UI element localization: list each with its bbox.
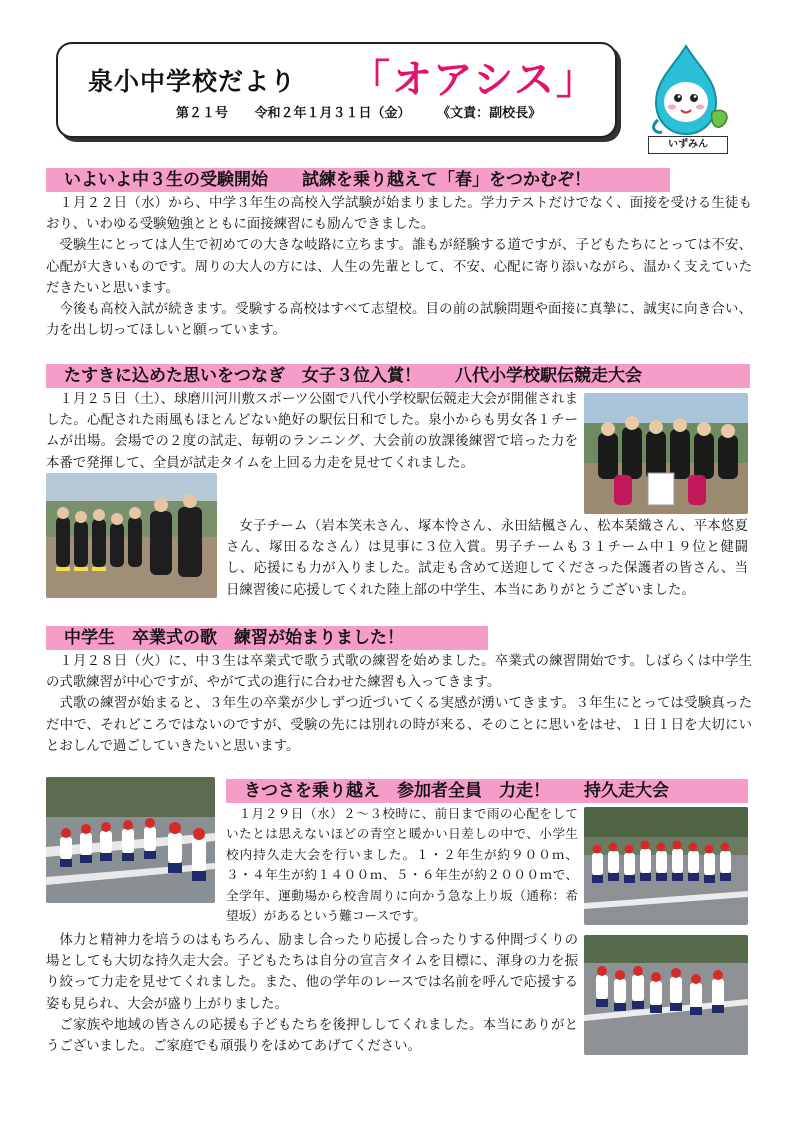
masthead [56, 42, 617, 138]
mascot-name: いずみん [648, 136, 728, 154]
responsibility: 《文責：副校長》 [437, 106, 542, 121]
paragraph: 体力と精神力を培うのはもちろん、励まし合ったり応援し合ったりする仲間づくりの場としても大切な持久走大会。子どもたちは自分の宣言タイムを目標に、渾身の力を振り絞って力走を見せてくれました。また、他の学年のレースでは名前を呼んで応援する姿も見られ、大会が盛り上がりました。 [46, 933, 578, 1012]
section-body-endurance-run-part2 [46, 930, 578, 1057]
section-body-endurance-run-part1 [226, 804, 578, 926]
ekiden-team-photo [584, 393, 748, 514]
section-body-ekiden-part1 [46, 389, 578, 474]
heading-main: 中学生 卒業式の歌 練習が始まりました！ [64, 628, 404, 648]
section-body-exams [46, 193, 752, 341]
paragraph: ご家族や地域の皆さんの応援も子どもたちを後押ししてくれました。本当にありがとうございました。ご家庭でも頑張りをほめてあげてください。 [46, 1017, 578, 1055]
endurance-run-photo-right-bottom [584, 935, 748, 1055]
section-body-ekiden-part2 [226, 516, 748, 601]
ekiden-group-photo [46, 473, 217, 598]
heading-sub: 試練を乗り越えて「春」をつかむぞ！ [302, 170, 591, 190]
heading-main: いよいよ中３生の受験開始 [64, 170, 268, 190]
endurance-run-photo-left [46, 777, 215, 903]
heading-main: きつさを乗り越え 参加者全員 力走！ [244, 781, 550, 801]
heading-sub: 八代小学校駅伝競走大会 [455, 366, 642, 386]
section-heading-exams [46, 168, 670, 192]
section-heading-endurance-run [226, 779, 748, 803]
issue-info [176, 102, 563, 121]
issue-date: 令和２年１月３１日（金） [254, 106, 411, 121]
section-body-graduation-song [46, 651, 752, 757]
school-name: 泉小中学校だより [88, 67, 297, 96]
heading-sub: 持久走大会 [584, 781, 669, 801]
paragraph: １月２５日（土）、球磨川河川敷スポーツ公園で八代小学校駅伝競走大会が開催されました。心配された雨風もほとんどない絶好の駅伝日和でした。泉小からも男女各１チームが出場。会場での２度の試走、毎朝のランニング、大会前の放課後練習で培った力を本番で発揮して、全員が試走タイムを上回る力走を見せてくれました。 [46, 392, 578, 471]
newsletter-title: 「オアシス」 [350, 57, 598, 103]
issue-number: 第２１号 [176, 106, 229, 121]
paragraph: 今後も高校入試が続きます。受験する高校はすべて志望校。目の前の試験問題や面接に真摯に、誠実に向き合い、力を出し切ってほしいと願っています。 [46, 302, 752, 339]
paragraph: 女子チーム（岩本笑未さん、塚本怜さん、永田結楓さん、松本琹織さん、平本悠夏さん、塚田るなさん）は見事に３位入賞。男子チームも３１チーム中１９位と健闘し、応援にも力が入りました。試走も含めて送迎してくださった保護者の皆さん、当日練習後に応援してくれた陸上部の中学生、本当にありがとうございました。 [226, 519, 748, 598]
paragraph: １月２２日（水）から、中学３年生の高校入学試験が始まりました。学力テストだけでなく、面接を受ける生徒もおり、いわゆる受験勉強とともに面接練習にも励んできました。 [46, 196, 752, 233]
paragraph: 受験生にとっては人生で初めての大きな岐路に立ちます。誰もが経験する道ですが、子どもたちにとっては不安、心配が大きいものです。周りの大人の方には、人生の先輩として、不安、心配に寄り添いながら、温かく支えていただきたいと思います。 [46, 238, 752, 296]
section-heading-graduation-song [46, 626, 488, 650]
section-heading-ekiden [46, 364, 750, 388]
endurance-run-photo-right-top [584, 807, 748, 925]
paragraph: １月２８日（火）に、中３生は卒業式で歌う式歌の練習を始めました。卒業式の練習開始です。しばらくは中学生の式歌練習が中心ですが、やがて式の進行に合わせた練習も入ってきます。 [46, 654, 752, 691]
mascot-water-drop-icon [636, 40, 736, 140]
paragraph: １月２９日（水）２～３校時に、前日まで雨の心配をしていたとは思えないほどの青空と暖かい日差しの中で、小学生校内持久走大会を行いました。１・２年生が約９００ｍ、３・４年生が約１４００ｍ、５・６年生が約２０００ｍで、全学年、運動場から校舎周りに向かう急な上り坂（通称：希望坂）があるという難コースです。 [226, 806, 578, 924]
heading-main: たすきに込めた思いをつなぎ 女子３位入賞！ [64, 366, 421, 386]
paragraph: 式歌の練習が始まると、３年生の卒業が少しずつ近づいてくる実感が湧いてきます。３年生にとっては受験真っただ中で、それどころではないのですが、受験の先には別れの時が来る、そのことに思いをはせ、１日１日を大切にいとおしんで過ごしていきたいと思います。 [46, 696, 752, 754]
